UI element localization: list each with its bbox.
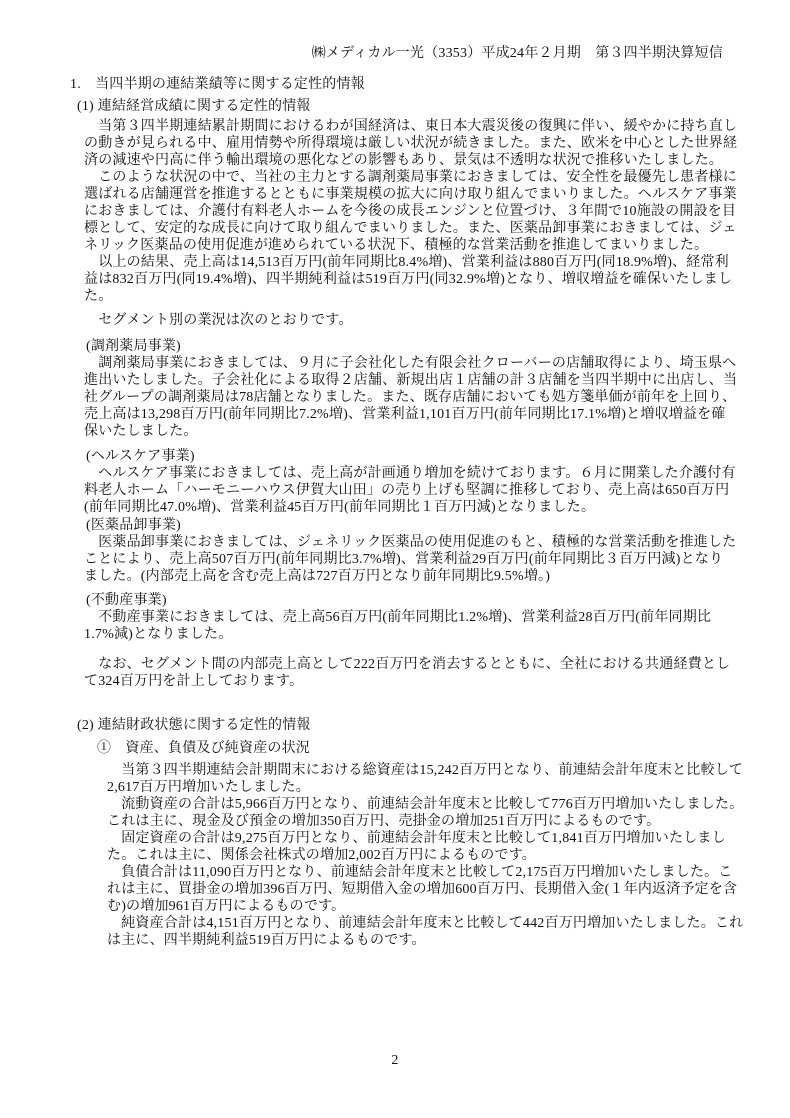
- text-line: (2) 連結財政状態に関する定性的情報: [77, 718, 311, 733]
- text-line: このような状況の中で、当社の主力とする調剤薬局事業におきましては、安全性を最優先し患者様に: [84, 170, 737, 185]
- text-line: 益は832百万円(同19.4%増)、四半期純利益は519百万円(同32.9%増)となり、増収増益を確保いたしまし: [84, 272, 733, 287]
- elimination-paragraph: [84, 656, 790, 690]
- assets-liabilities-heading: [97, 740, 790, 757]
- realestate-paragraph: [84, 609, 790, 643]
- text-line: (前年同期比47.0%増)、営業利益45百万円(前年同期比１百万円減)となりました。: [84, 500, 596, 515]
- text-line: ネリック医薬品の使用促進が進められている状況下、積極的な営業活動を推進してまいりました。: [84, 238, 709, 253]
- text-line: 選ばれる店舗運営を推進するとともに事業規模の拡大に向け取り組んでまいりました。ヘルスケア事業: [84, 187, 737, 202]
- text-line: 料老人ホーム「ハーモニーハウス伊賀大山田」の売り上げも堅調に推移しており、売上高は650百万円: [84, 483, 730, 498]
- fixed-assets-paragraph: [107, 830, 790, 864]
- segment-intro-line: [84, 312, 790, 329]
- text-line: 流動資産の合計は5,966百万円となり、前連結会計年度末と比較して776百万円増加いたしました。: [107, 797, 744, 812]
- text-line: におきましては、介護付有料老人ホームを今後の成長エンジンと位置づけ、３年間で10施設の開設を目: [84, 204, 737, 219]
- text-line: なお、セグメント間の内部売上高として222百万円を消去するとともに、全社における共通経費とし: [84, 657, 731, 672]
- segment-heading-pharmacy: [86, 338, 790, 355]
- text-line: これは主に、現金及び預金の増加350百万円、売掛金の増加251百万円によるものです。: [107, 814, 661, 829]
- text-line: 医薬品卸事業におきましては、ジェネリック医薬品の使用促進のもと、積極的な営業活動を推進した: [84, 535, 737, 550]
- text-line: (不動産事業): [86, 593, 167, 608]
- text-line: 売上高は13,298百万円(前年同期比7.2%増)、営業利益1,101百万円(前年同期比17.1%増)と増収増益を確: [84, 407, 726, 422]
- text-line: 1. 当四半期の連結業績等に関する定性的情報: [70, 77, 365, 92]
- text-line: 負債合計は11,090百万円となり、前連結会計年度末と比較して2,175百万円増加いたしました。こ: [107, 865, 733, 880]
- page-number: 2: [391, 1053, 399, 1068]
- text-line: (調剤薬局事業): [86, 339, 181, 354]
- text-line: (ヘルスケア事業): [86, 449, 195, 464]
- text-line: む)の増加961百万円によるものです。: [107, 899, 346, 914]
- pharmacy-paragraph: [84, 355, 790, 440]
- text-line: の動きが見られる中、雇用情勢や所得環境は厳しい状況が続きました。また、欧米を中心とした世界経: [84, 136, 738, 151]
- text-line: 調剤薬局事業におきましては、９月に子会社化した有限会社クローバーの店舗取得により、埼玉県へ: [84, 356, 737, 371]
- text-line: た。: [84, 289, 113, 304]
- segment-heading-healthcare: [86, 448, 790, 465]
- text-line: た。これは主に、関係会社株式の増加2,002百万円によるものです。: [107, 848, 536, 863]
- text-line: 標として、安定的な成長に向けて取り組んでまいりました。また、医薬品卸事業におきましては、ジェ: [84, 221, 737, 236]
- subsection-1-1-heading: [77, 98, 790, 115]
- text-line: 以上の結果、売上高は14,513百万円(前年同期比8.4%増)、営業利益は880百万円(同18.9%増)、経常利: [84, 255, 729, 270]
- section-1-heading: [70, 76, 790, 93]
- healthcare-paragraph: [84, 465, 790, 516]
- segment-heading-wholesale: [86, 517, 790, 534]
- text-line: ① 資産、負債及び純資産の状況: [97, 741, 310, 756]
- document-header-title: ㈱メディカル一光（3353）平成24年２月期 第３四半期決算短信: [311, 46, 723, 61]
- text-line: セグメント別の業況は次のとおりです。: [84, 313, 353, 328]
- segment-heading-realestate: [86, 592, 790, 609]
- net-assets-paragraph: [107, 915, 790, 949]
- total-assets-paragraph: [107, 762, 790, 796]
- text-line: 当第３四半期連結会計期間末における総資産は15,242百万円となり、前連結会計年度末と比較して: [107, 763, 744, 778]
- text-line: 2,617百万円増加いたしました。: [107, 780, 310, 795]
- document-content: [0, 76, 790, 949]
- text-line: ヘルスケア事業におきましては、売上高が計画通り増加を続けております。６月に開業した介護付有: [84, 466, 736, 481]
- text-line: (1) 連結経営成績に関する定性的情報: [77, 99, 311, 114]
- text-line: 済の減速や円高に伴う輸出環境の悪化などの影響もあり、景気は不透明な状況で推移いたしました。: [84, 153, 723, 168]
- text-line: 保いたしました。: [84, 424, 198, 439]
- economic-overview-paragraph: [84, 118, 790, 305]
- text-line: 純資産合計は4,151百万円となり、前連結会計年度末と比較して442百万円増加いたしました。これ: [107, 916, 744, 931]
- text-line: ました。(内部売上高を含む売上高は727百万円となり前年同期比9.5%増。): [84, 569, 551, 584]
- current-assets-paragraph: [107, 796, 790, 830]
- subsection-1-2-heading: [77, 717, 790, 734]
- text-line: れは主に、買掛金の増加396百万円、短期借入金の増加600百万円、長期借入金(１年内返済予定を含: [107, 882, 738, 897]
- text-line: 当第３四半期連結累計期間におけるわが国経済は、東日本大震災後の復興に伴い、緩やかに持ち直し: [84, 119, 738, 134]
- text-line: ことにより、売上高507百万円(前年同期比3.7%増)、営業利益29百万円(前年同期比３百万円減)となり: [84, 552, 724, 567]
- text-line: 固定資産の合計は9,275百万円となり、前連結会計年度末と比較して1,841百万円増加いたしまし: [107, 831, 726, 846]
- text-line: 社グループの調剤薬局は78店舗となりました。また、既存店舗においても処方箋単価が前年を上回り、: [84, 390, 737, 405]
- text-line: 1.7%減)となりました。: [84, 627, 233, 642]
- liabilities-paragraph: [107, 864, 790, 915]
- text-line: (医薬品卸事業): [86, 518, 181, 533]
- text-line: て324百万円を計上しております。: [84, 674, 304, 689]
- text-line: 不動産事業におきましては、売上高56百万円(前年同期比1.2%増)、営業利益28百万円(前年同期比: [84, 610, 712, 625]
- text-line: 進出いたしました。子会社化による取得２店舗、新規出店１店舗の計３店舗を当四半期中に出店し、当: [84, 373, 738, 388]
- wholesale-paragraph: [84, 534, 790, 585]
- text-line: は主に、四半期純利益519百万円によるものです。: [107, 933, 426, 948]
